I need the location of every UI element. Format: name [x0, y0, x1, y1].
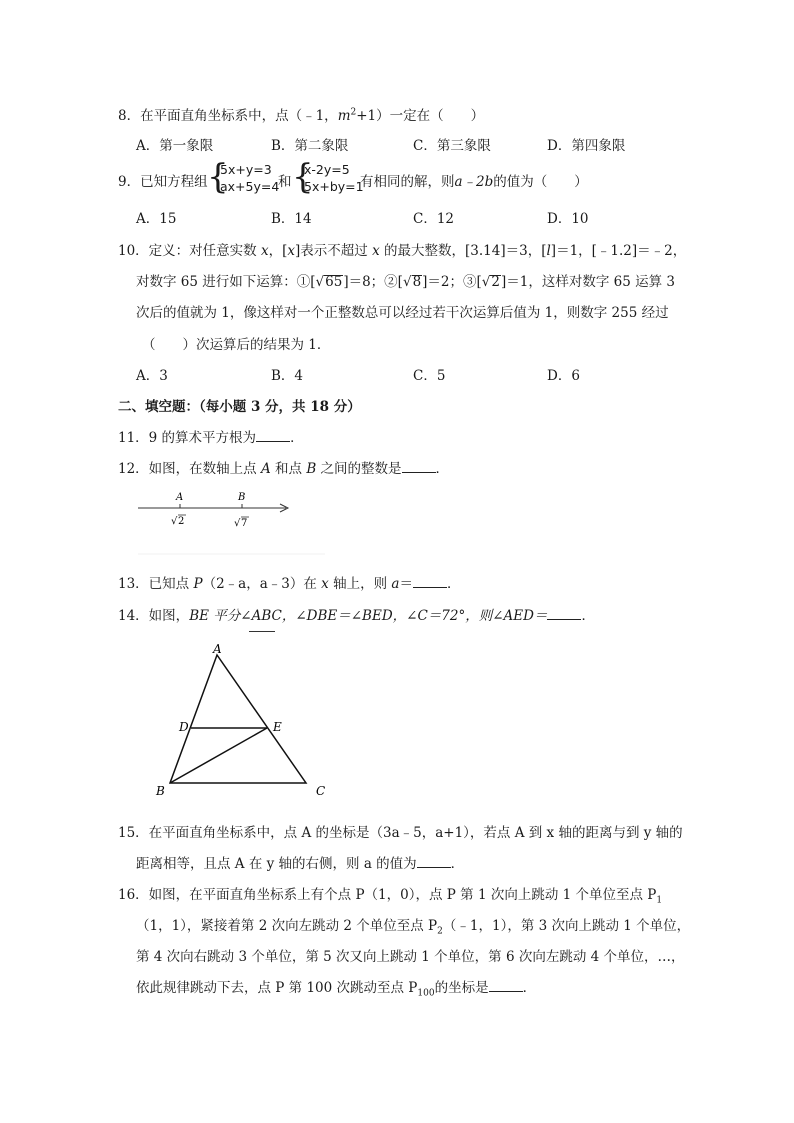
q10-option-c: C．5 — [413, 368, 446, 384]
segment-be — [170, 728, 267, 783]
q12-number-line-figure — [130, 486, 330, 558]
sqrt2-radical: √ — [171, 516, 178, 527]
q8-option-d: D．第四象限 — [547, 138, 626, 154]
q16-line-3: 第 4 次向右跳动 3 个单位，第 5 次又向上跳动 1 个单位，第 6 次向左跳动 4 个单位，…， — [136, 949, 685, 965]
q11-answer-blank — [256, 429, 290, 442]
label-d: D — [179, 720, 189, 734]
section-heading-fill-in: 二、填空题：（每小题 3 分，共 18 分） — [118, 399, 361, 415]
q8-option-a: A．第一象限 — [136, 138, 214, 154]
q11: 11．9 的算术平方根为 ． — [118, 430, 304, 446]
q16-line-1: 16．如图，在平面直角坐标系上有个点 P（1，0），点 P 第 1 次向上跳动 1 个单位至点 $P_1$ — [118, 887, 663, 906]
label-b: B — [156, 784, 165, 798]
q10-option-a: A．3 — [136, 368, 168, 384]
sqrt7-value: 7 — [241, 518, 248, 529]
q15-line-2: 距离相等，且点 A 在 y 轴的右侧，则 a 的值为 ． — [136, 856, 465, 872]
triangle-abc — [170, 655, 306, 783]
point-b-label: B — [238, 492, 246, 503]
q10-option-b: B．4 — [271, 368, 304, 384]
point-a-label: A — [176, 492, 184, 503]
q9-and: 和 — [278, 174, 292, 190]
q12: 12．如图，在数轴上点 A 和点 B 之间的整数是 ． — [118, 461, 450, 477]
q13-answer-blank — [413, 575, 447, 588]
q9-tail: 有相同的解，则a﹣2b的值为（ ） — [360, 174, 588, 190]
q15-answer-blank — [417, 855, 451, 868]
q10-line-2: 对数字 65 进行如下运算：①[√65]＝8；②[√8]＝2；③[√2]＝1，这样对数字 65 运算 3 — [136, 274, 675, 290]
sqrt7-radical: √ — [234, 518, 241, 529]
sqrt2-value: 2 — [178, 516, 185, 527]
q9-brace-2: { — [292, 157, 314, 197]
q9-number: 9．已知方程组 — [118, 174, 208, 190]
q14-triangle-figure — [150, 640, 335, 800]
q16-answer-blank — [489, 979, 523, 992]
q9-option-d: D．10 — [547, 211, 589, 227]
q9-system-2: x-2y=5 5x+by=1 — [304, 162, 364, 194]
q9-brace-1: { — [207, 157, 229, 197]
q9-option-b: B．14 — [271, 211, 312, 227]
q8-option-b: B．第二象限 — [271, 138, 349, 154]
q16-line-4: 依此规律跳动下去，点 P 第 100 次跳动至点 $P_{100}$的坐标是 ． — [136, 980, 537, 999]
q14-small-rule — [249, 631, 275, 632]
q8-option-c: C．第三象限 — [413, 138, 491, 154]
q10-option-d: D．6 — [547, 368, 580, 384]
q9-option-a: A．15 — [136, 211, 177, 227]
q10-line-4: （ ）次运算后的结果为 1． — [142, 337, 331, 353]
q16-line-2: （1，1），紧接着第 2 次向左跳动 2 个单位至点 $P_2(﹣1$，1），第 3 次向上跳动 1 个单位， — [136, 918, 691, 937]
q13: 13．已知点 P（2﹣a，a﹣3）在 x 轴上，则 a＝ ． — [118, 576, 461, 592]
q10-line-3: 次后的值就为 1，像这样对一个正整数总可以经过若干次运算后值为 1，则数字 255 经过 — [136, 305, 669, 321]
q14: 14．如图，BE 平分∠ABC，∠DBE＝∠BED，∠C＝72°，则∠AED＝ ． — [118, 608, 595, 624]
label-a: A — [213, 642, 222, 656]
q14-answer-blank — [547, 607, 581, 620]
q10-line-1: 10．定义：对任意实数 x，[x]表示不超过 x 的最大整数，[3.14]＝3，[l]＝1，[﹣1.2]＝﹣2， — [118, 243, 687, 259]
q9-option-c: C．12 — [413, 211, 455, 227]
label-c: C — [316, 784, 326, 798]
q12-answer-blank — [402, 460, 436, 473]
q15-line-1: 15．在平面直角坐标系中，点 A 的坐标是（3a﹣5，a+1），若点 A 到 x 轴的距离与到 y 轴的 — [118, 825, 683, 841]
q8-stem: 8．在平面直角坐标系中，点（﹣1，$m^2+1$）一定在（ ） — [118, 107, 485, 124]
q9-system-1: 5x+y=3 ax+5y=4 — [220, 162, 280, 194]
label-e: E — [273, 720, 282, 734]
